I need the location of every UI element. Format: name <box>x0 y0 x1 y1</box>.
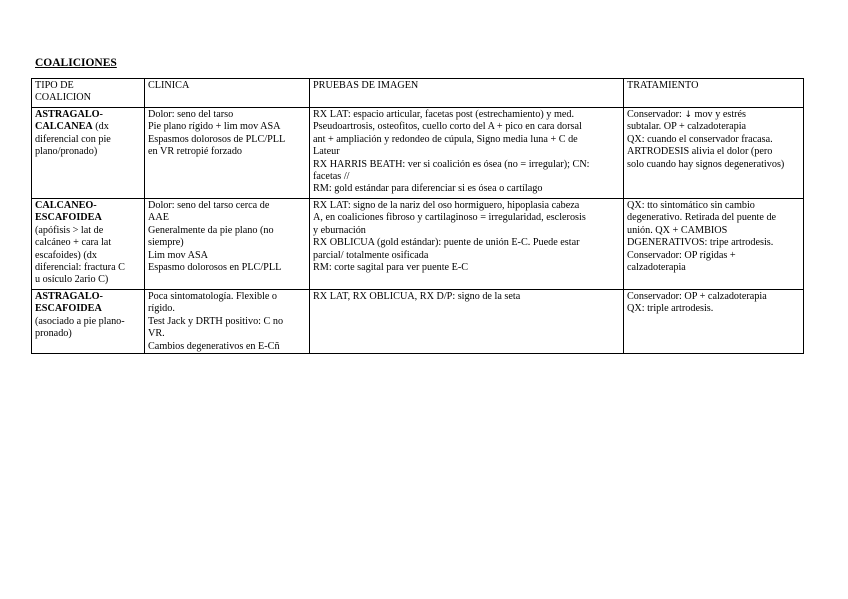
table-header-row <box>32 79 804 108</box>
cell-tipo: ASTRAGALO- CALCANEA (dx diferencial con pie plano/pronado) <box>32 108 145 199</box>
cell-tipo: ASTRÁGALO- ESCAFOIDEA (asociado a pie plano- pronado) <box>32 290 145 354</box>
document-title: COALICIONES <box>35 57 117 69</box>
cell-clinica: Dolor: seno del tarso cerca de AAE Generalmente da pie plano (no siempre) Lim mov ASA Espasmo dolorosos en PLC/PLL <box>145 199 310 290</box>
table-row <box>32 290 804 354</box>
cell-imagen: RX LAT: signo de la nariz del oso hormiguero, hipoplasia cabeza A, en coaliciones fibroso y cartilaginoso = irregularidad, esclerosis y eburnación RX OBLICUA (gold estándar): puente de unión E-C. Puede estar parcial/ totalmente osificada RM: corte sagital para ver puente E-C <box>310 199 624 290</box>
table-row <box>32 199 804 290</box>
header-tipo-line2: COALICIÓN <box>35 92 92 104</box>
cell-clinica: Dolor: seno del tarso Pie plano rígido + lim mov ASA Espasmos dolorosos de PLC/PLL en VR retropié forzado <box>145 108 310 199</box>
cell-tratamiento: Conservador: OP + calzadoterapia QX: triple artrodesis. <box>624 290 804 354</box>
cell-tratamiento: Conservador: ↓ mov y estrés subtalar. OP + calzadoterapia QX: cuando el conservador fracasa. ARTRODESIS alivia el dolor (pero solo cuando hay signos degenerativos) <box>624 108 804 199</box>
header-tipo-line1: TIPO DE <box>35 80 74 91</box>
coaliciones-table <box>31 78 804 354</box>
header-imagen: PRUEBAS DE IMAGEN <box>310 79 624 108</box>
header-tratamiento: TRATAMIENTO <box>624 79 804 108</box>
arrow-down-icon: ↓ <box>684 110 692 120</box>
cell-clinica: Poca sintomatología. Flexible o rígido. Test Jack y DRTH positivo: C no VR. Cambios degenerativos en E-Cñ <box>145 290 310 354</box>
cell-tratamiento: QX: tto sintomático sin cambio degenerativo. Retirada del puente de unión. QX + CAMBIOS DGENERATIVOS: tripe artrodesis. Conservador: OP rígidas + calzadoterapia <box>624 199 804 290</box>
header-tipo <box>32 79 145 108</box>
cell-imagen: RX LAT, RX OBLICUA, RX D/P: signo de la seta <box>310 290 624 354</box>
cell-imagen: RX LAT: espacio articular, facetas post (estrechamiento) y med. Pseudoartrosis, osteofitos, cuello corto del A + pico en cara dorsal ant + ampliación y redondeo de cúpula, Signo media luna + C de Lateur RX HARRIS BEATH: ver si coalición es ósea (no = irregular); CN: facetas // RM: gold estándar para diferenciar si es ósea o cartílago <box>310 108 624 199</box>
header-clinica: CLINICA <box>145 79 310 108</box>
table-row <box>32 108 804 199</box>
cell-tipo: CALCANEO- ESCAFOIDEA (apófisis > lat de calcáneo + cara lat escafoides) (dx diferencial: fractura C u osículo 2ario C) <box>32 199 145 290</box>
